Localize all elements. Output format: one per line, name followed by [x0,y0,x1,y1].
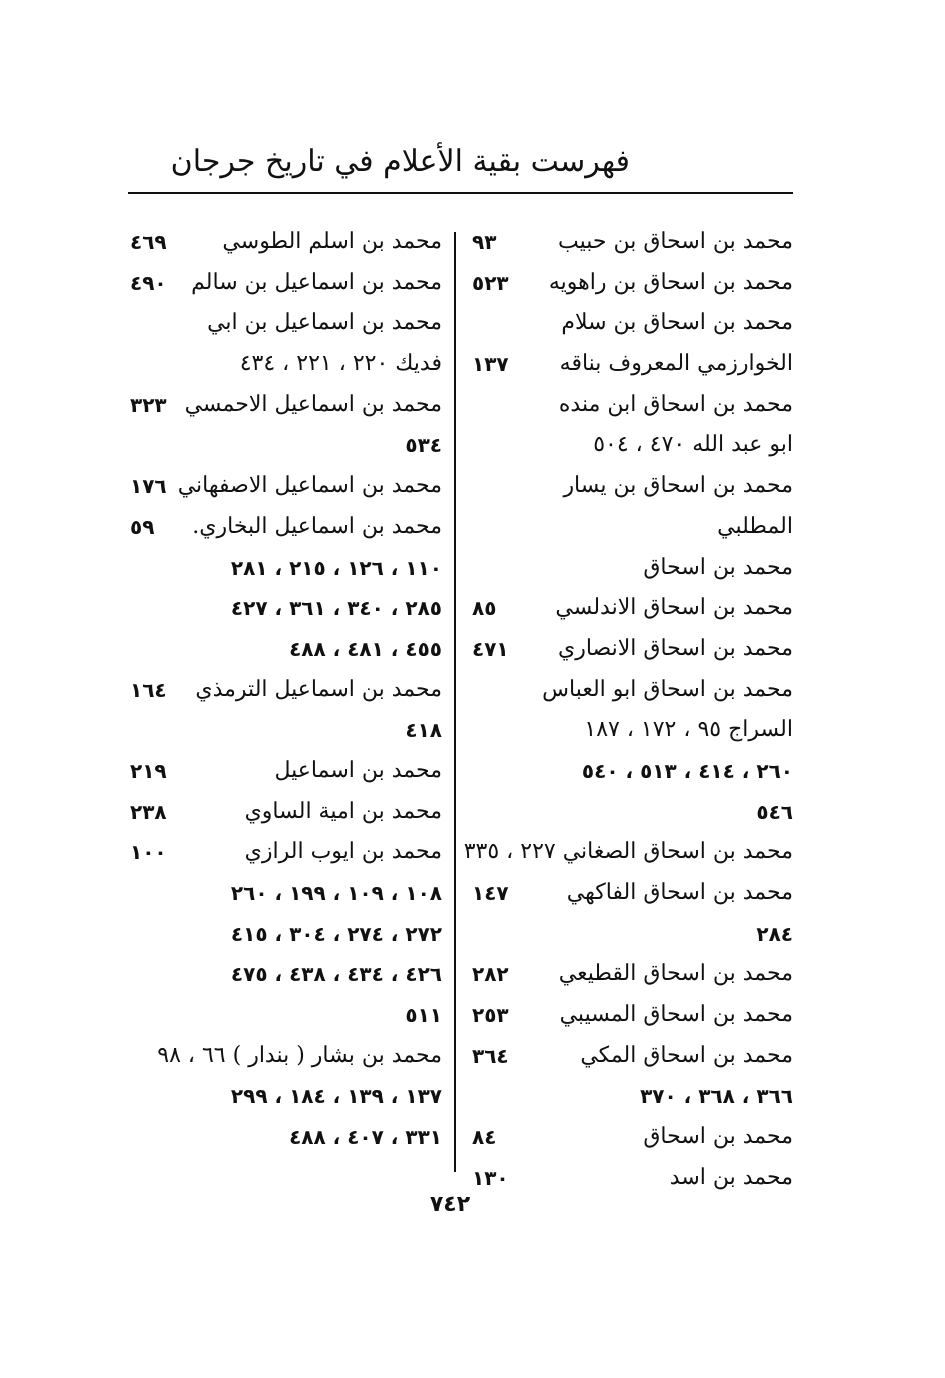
index-entry [468,629,798,670]
index-entry [124,670,447,711]
index-entry [124,751,447,792]
index-entry [468,954,798,995]
entry-name: محمد بن اسماعيل الاصفهاني [177,473,442,499]
entry-page-ref: ٤٧١ [472,636,509,661]
index-entry [468,792,798,833]
entry-name: ٢٦٠ ، ٤١٤ ، ٥١٣ ، ٥٤٠ [581,758,793,783]
index-entry [124,914,447,955]
index-entry [468,1076,798,1117]
entry-page-ref: ٢١٩ [130,758,167,783]
index-entry [468,670,798,711]
index-entry [124,548,447,589]
index-entry [124,222,447,263]
index-entry [124,792,447,833]
entry-name: ٤٥٥ ، ٤٨١ ، ٤٨٨ [289,636,442,661]
index-entry [468,1158,798,1199]
entry-name: محمد بن اسحاق ابو العباس [542,676,793,702]
index-column-left [124,222,447,1158]
index-entry [468,507,798,548]
entry-name: محمد بن اسحاق ابن منده [558,391,793,417]
entry-name: ٢٨٥ ، ٣٤٠ ، ٣٦١ ، ٤٢٧ [230,596,442,621]
entry-name: ٥٣٤ [405,433,442,458]
index-entry [468,1117,798,1158]
header-rule [128,192,793,194]
entry-name: محمد بن اسماعيل البخاري. [192,513,442,539]
entry-page-ref: ١٣٧ [472,352,509,377]
entry-name: ١٣٧ ، ١٣٩ ، ١٨٤ ، ٢٩٩ [230,1084,442,1109]
entry-name: محمد بن اسماعيل الترمذي [195,676,442,702]
entry-page-ref: ٥٢٣ [472,270,509,295]
entry-name: ابو عبد الله ٤٧٠ ، ٥٠٤ [593,432,793,458]
entry-page-ref: ١٣٠ [472,1165,509,1190]
index-entry [124,1076,447,1117]
index-entry [468,303,798,344]
entry-page-ref: ١٦٤ [130,677,167,702]
index-entry [468,548,798,589]
index-entry [124,1117,447,1158]
entry-name: محمد بن اسحاق بن راهويه [548,269,793,295]
entry-name: ٥٤٦ [756,799,793,824]
index-entry [124,303,447,344]
index-entry [468,263,798,304]
entry-name: ٤١٨ [405,718,442,743]
entry-name: محمد بن اسماعيل بن سالم [191,269,442,295]
entry-page-ref: ٩٣ [472,230,497,254]
index-entry [124,425,447,466]
index-entry [468,588,798,629]
index-entry [124,588,447,629]
entry-page-ref: ١٧٦ [130,474,167,499]
index-entry [124,466,447,507]
index-entry [463,832,798,873]
entry-name: محمد بن اسحاق الاندلسي [555,595,793,621]
index-entry [468,425,798,466]
entry-name: الخوارزمي المعروف بناقه [559,351,793,377]
index-entry [468,751,798,792]
entry-name: محمد بن اسحاق المسيبي [559,1002,793,1028]
entry-name: السراج ٩٥ ، ١٧٢ ، ١٨٧ [584,717,793,743]
index-entry [468,914,798,955]
index-entry [124,710,447,751]
index-entry [468,1036,798,1077]
entry-name: محمد بن اسحاق [643,1124,793,1150]
entry-name: محمد بن اسحاق الفاكهي [566,880,793,905]
entry-name: محمد بن اسماعيل الاحمسي [184,391,442,417]
entry-name: محمد بن اسحاق الانصاري [557,635,793,661]
index-entry [124,832,447,873]
entry-name: ٣٣١ ، ٤٠٧ ، ٤٨٨ [289,1125,442,1150]
entry-name: ٢٧٢ ، ٢٧٤ ، ٣٠٤ ، ٤١٥ [230,921,442,946]
entry-page-ref: ٤٩٠ [130,270,167,295]
index-entry [124,954,447,995]
entry-page-ref: ٣٦٤ [472,1043,509,1068]
entry-page-ref: ٨٥ [472,596,497,621]
index-entry [124,995,447,1036]
page-number: ٧٤٢ [429,1192,471,1217]
index-entry [124,507,447,548]
index-entry [468,873,798,914]
entry-page-ref: ٢٨٢ [472,962,509,987]
entry-name: محمد بن امية الساوي [244,798,442,824]
entry-name: محمد بن اسحاق المكي [580,1042,793,1068]
entry-page-ref: ٤٦٩ [130,230,167,254]
index-entry [124,629,447,670]
index-entry [468,995,798,1036]
entry-page-ref: ٢٥٣ [472,1003,509,1028]
entry-page-ref: ٢٣٨ [130,799,167,824]
entry-name: محمد بن اسحاق بن حبيب [558,229,793,254]
entry-name: ٢٨٤ [756,921,793,946]
entry-name: محمد بن اسحاق بن يسار [563,473,793,499]
index-entry [468,466,798,507]
entry-page-ref: ٣٢٣ [130,392,167,417]
index-entry [124,385,447,426]
index-entry [124,873,447,914]
entry-name: المطلبي [717,513,793,539]
entry-name: محمد بن ايوب الرازي [244,839,442,865]
index-entry [468,344,798,385]
entry-name: ١٠٨ ، ١٠٩ ، ١٩٩ ، ٢٦٠ [230,881,442,905]
page-title: فهرست بقية الأعلام في تاريخ جرجان [170,144,630,179]
index-entry [468,385,798,426]
index-entry [468,222,798,263]
entry-name: محمد بن اسلم الطوسي [222,229,442,254]
entry-page-ref: ٥٩ [130,514,155,539]
entry-page-ref: ١٤٧ [472,881,509,905]
entry-name: فديك ٢٢٠ ، ٢٢١ ، ٤٣٤ [239,351,442,377]
entry-name: ١١٠ ، ١٢٦ ، ٢١٥ ، ٢٨١ [230,555,442,580]
entry-name: محمد بن اسماعيل [274,757,442,783]
entry-name: ٣٦٦ ، ٣٦٨ ، ٣٧٠ [640,1084,793,1109]
index-entry [124,263,447,304]
entry-page-ref: ٨٤ [472,1125,497,1150]
column-divider [454,232,456,1172]
entry-name: محمد بن اسماعيل بن ابي [207,310,442,336]
index-entry [468,710,798,751]
index-entry [124,1036,447,1077]
entry-name: ٥١١ [405,1003,442,1028]
entry-name: محمد بن اسحاق بن سلام [561,310,793,336]
index-column-right [463,222,798,1199]
entry-name: محمد بن اسحاق [643,554,793,580]
entry-name: محمد بن بشار ( بندار ) ٦٦ ، ٩٨ [157,1042,442,1068]
index-entry [124,344,447,385]
entry-name: ٤٢٦ ، ٤٣٤ ، ٤٣٨ ، ٤٧٥ [230,962,442,987]
entry-name: محمد بن اسد [669,1164,793,1190]
entry-page-ref: ١٠٠ [130,840,167,865]
entry-name: محمد بن اسحاق الصغاني ٢٢٧ ، ٣٣٥ [463,839,793,865]
entry-name: محمد بن اسحاق القطيعي [558,961,793,987]
